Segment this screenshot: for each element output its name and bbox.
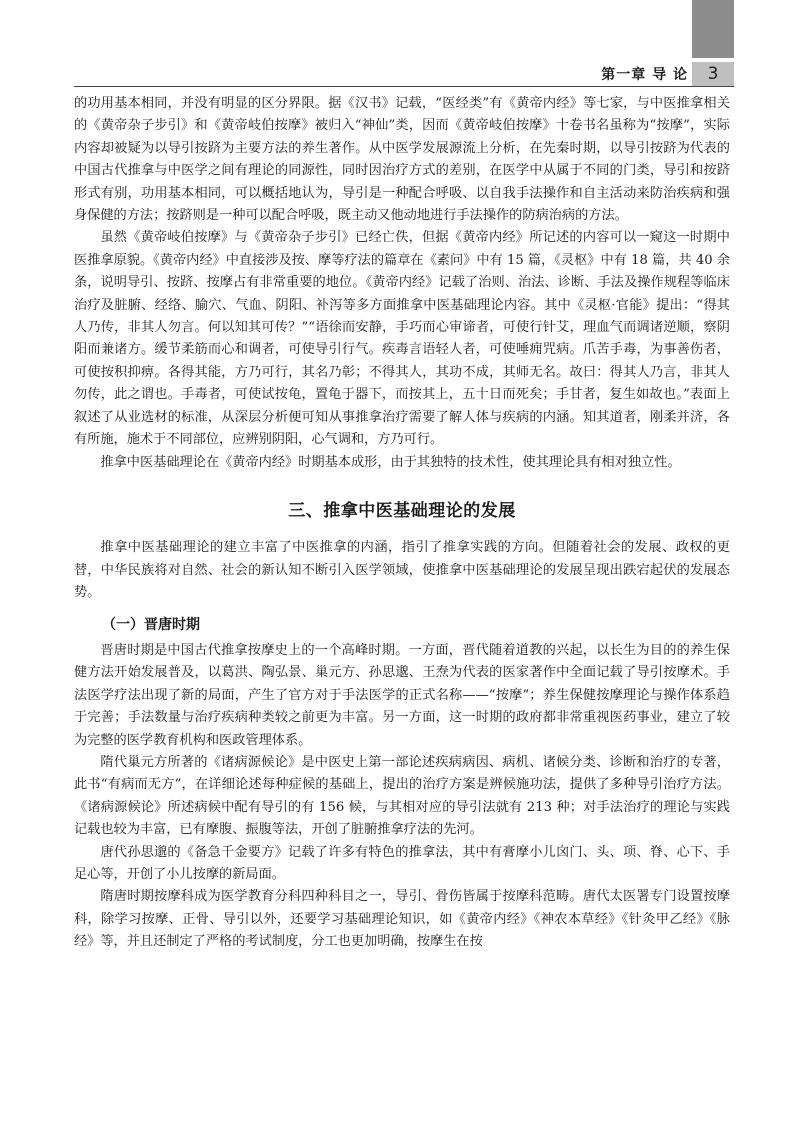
page-header (0, 62, 800, 86)
body-paragraph: 推拿中医基础理论的建立丰富了中医推拿的内涵，指引了推拿实践的方向。但随着社会的发展、政权的更替，中华民族将对自然、社会的新认知不断引入医学领域，使推拿中医基础理论的发展呈现出跌宕起伏的发展态势。 (74, 540, 730, 601)
body-paragraph: 的功用基本相同，并没有明显的区分界限。据《汉书》记载，“医经类”有《黄帝内经》等七家，与中医推拿相关的《黄帝杂子步引》和《黄帝岐伯按摩》被归入“神仙”类，因而《黄帝岐伯按摩》十卷书名虽称为“按摩”，实际内容却被疑为以导引按跻为主要方法的养生著作。从中医学发展源流上分析，在先秦时期，以导引按跻为代表的中国古代推拿与中医学之间有理论的同源性，同时因治疗方式的差别，在医学中从属于不同的门类，导引和按跻形式有别，功用基本相同，可以概括地认为，导引是一种配合呼吸、以自我手法操作和自主活动来防治疾病和强身保健的方法；按跻则是一种可以配合呼吸，既主动又他动地进行手法操作的防病治病的方法。 (74, 96, 730, 224)
body-paragraph: 晋唐时期是中国古代推拿按摩史上的一个高峰时期。一方面，晋代随着道教的兴起，以长生为目的的养生保健方法开始发展普及，以葛洪、陶弘景、巢元方、孙思邈、王焘为代表的医家著作中全面记载了导引按摩术。手法医学疗法出现了新的局面，产生了官方对于手法医学的正式名称——“按摩”；养生保健按摩理论与操作体系趋于完善；手法数量与治疗疾病种类较之前更为丰富。另一方面，这一时期的政府都非常重视医药事业，建立了较为完整的医学教育机构和医政管理体系。 (74, 642, 730, 748)
body-paragraph: 虽然《黄帝岐伯按摩》与《黄帝杂子步引》已经亡佚，但据《黄帝内经》所记述的内容可以一窥这一时期中医推拿原貌。《黄帝内经》中直接涉及按、摩等疗法的篇章在《素问》中有 15 篇，《灵枢》中有 18 篇，共 40 余条，说明导引、按跻、按摩占有非常重要的地位。《黄帝内经》记载了治则、治法、诊断、手法及操作规程等临床治疗及脏腑、经络、腧穴、气血、阴阳、补泻等多方面推拿中医基础理论内容。其中《灵枢·官能》提出：“得其人乃传，非其人勿言。何以知其可传？”“语徐而安静，手巧而心审谛者，可使行针艾，理血气而调诸逆顺，察阴阳而兼诸方。缓节柔筋而心和调者，可使导引行气。疾毒言语轻人者，可使唾痈咒病。爪苦手毒，为事善伤者，可使按积抑痹。各得其能，方乃可行，其名乃彰；不得其人，其功不成，其师无名。故曰：得其人乃言，非其人勿传，此之谓也。手毒者，可使试按龟，置龟于器下，而按其上，五十日而死矣；手甘者，复生如故也。”表面上叙述了从业选材的标准，从深层分析便可知从事推拿治疗需要了解人体与疾病的内涵。知其道者，刚柔并济，各有所施，施术于不同部位，应辨别阴阳，心气调和，方乃可行。 (74, 230, 730, 448)
body-paragraph: 隋代巢元方所著的《诸病源候论》是中医史上第一部论述疾病病因、病机、诸候分类、诊断和治疗的专著，此书“有病而无方”，在详细论述每种症候的基础上，提出的治疗方案是辨候施功法，提供了多种导引治疗方法。《诸病源候论》所述病候中配有导引的有 156 候，与其相对应的导引法就有 213 种；对手法治疗的理论与实践记载也较为丰富，已有摩腹、振腹等法，开创了脏腑推拿疗法的先河。 (74, 754, 730, 838)
body-paragraph: 隋唐时期按摩科成为医学教育分科四种科目之一，导引、骨伤皆属于按摩科范畴。唐代太医署专门设置按摩科，除学习按摩、正骨、导引以外，还要学习基础理论知识，如《黄帝内经》《神农本草经》《针灸甲乙经》《脉经》等，并且还制定了严格的考试制度，分工也更加明确，按摩生在按 (74, 889, 730, 950)
page-number: 3 (692, 62, 734, 86)
body-paragraph: 唐代孙思邈的《备急千金要方》记载了许多有特色的推拿法，其中有膏摩小儿囟门、头、项、脊、心下、手足心等，开创了小儿按摩的新局面。 (74, 844, 730, 882)
chapter-label: 第一章 导 论 (601, 67, 688, 83)
page-body (74, 93, 730, 954)
page-corner-tab (692, 0, 734, 58)
subsection-title: （一）晋唐时期 (102, 616, 200, 633)
body-paragraph: 推拿中医基础理论在《黄帝内经》时期基本成形，由于其独特的技术性，使其理论具有相对独立性。 (100, 454, 681, 470)
section-title: 三、推拿中医基础理论的发展 (288, 500, 516, 521)
header-rule (74, 86, 734, 87)
